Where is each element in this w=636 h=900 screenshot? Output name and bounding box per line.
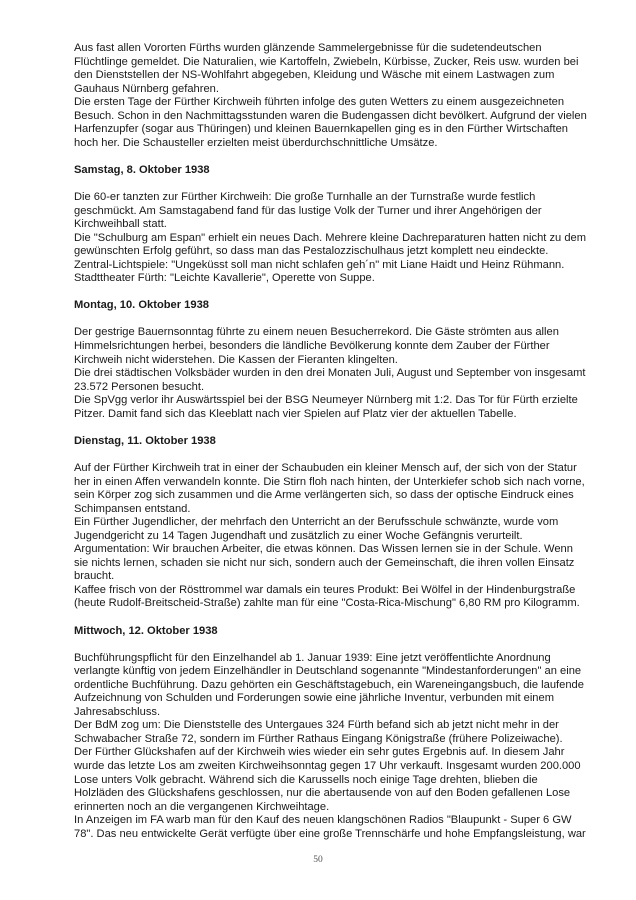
paragraph: Die "Schulburg am Espan" erhielt ein neues Dach. Mehrere kleine Dachreparaturen hatten nicht zu dem gewünschten Erfolg geführt, so dass man das Pestalozzischulhaus jetzt komplett neu eindeckte.	[74, 231, 586, 258]
paragraph: Argumentation: Wir brauchen Arbeiter, die etwas können. Das Wissen lernen sie in der Schule. Wenn sie nichts lernen, schaden sie nicht nur sich, sondern auch der Gemeinschaft, die ihren vollen Einsatz braucht.	[74, 543, 575, 583]
entry-date-heading: Samstag, 8. Oktober 1938	[74, 163, 210, 176]
paragraph: Kaffee frisch von der Rösttrommel war damals ein teures Produkt: Bei Wölfel in der Hindenburgstraße (heute Rudolf-Breitscheid-Straße) zahlte man für eine "Costa-Rica-Mischung" 6,80 RM pro Kilogramm.	[74, 583, 580, 610]
entry-body	[74, 462, 592, 611]
paragraph: Die drei städtischen Volksbäder wurden in den drei Monaten Juli, August und September von insgesamt 23.572 Personen besucht.	[74, 367, 586, 393]
spacer	[74, 286, 592, 300]
intro-section	[74, 42, 592, 150]
spacer	[74, 611, 592, 625]
paragraph: Stadttheater Fürth: "Leichte Kavallerie", Operette von Suppe.	[74, 272, 375, 285]
paragraph: In Anzeigen im FA warb man für den Kauf des neuen klangschönen Radios "Blaupunkt - Super 6 GW 78". Das neu entwickelte Gerät verfügte über eine große Trennschärfe und hohe Empfangsleistung, war	[74, 814, 586, 840]
paragraph: Die SpVgg verlor ihr Auswärtsspiel bei der BSG Neumeyer Nürnberg mit 1:2. Das Tor für Fürth erzielte Pitzer. Damit fand sich das Kleeblatt nach vier Spielen auf Platz vier der aktuellen Tabelle.	[74, 394, 578, 420]
paragraph: Der BdM zog um: Die Dienststelle des Untergaues 324 Fürth befand sich ab jetzt nicht mehr in der Schwabacher Straße 72, sondern im Fürther Rathaus Eingang Königstraße (frühere Polizeiwache).	[74, 719, 563, 745]
paragraph: Die 60-er tanzten zur Fürther Kirchweih: Die große Turnhalle an der Turnstraße wurde festlich geschmückt. Am Samstagabend fand für das lustige Volk der Turner und ihrer Angehörigen der Kirchweihball statt.	[74, 191, 542, 231]
paragraph: Aus fast allen Vororten Fürths wurden glänzende Sammelergebnisse für die sudetendeutschen Flüchtlinge gemeldet. Die Naturalien, wie Kartoffeln, Zwiebeln, Kürbisse, Zucker, Reis usw. wurden bei den Dienststellen der NS-Wohlfahrt abgegeben, Kleidung und Wäsche mit einem Lastwagen zum Gauhaus Nürnberg gefahren.	[74, 42, 579, 95]
spacer	[74, 448, 592, 462]
document-page	[74, 42, 592, 841]
paragraph: Buchführungspflicht für den Einzelhandel ab 1. Januar 1939: Eine jetzt veröffentlichte Anordnung verlangte künftig von jedem Einzelhändler in Deutschland sogenannte "Mindestanforderungen" an eine ordentliche Buchführung. Dazu gehörten ein Geschäftstagebuch, ein Wareneingangsbuch, die laufende Aufzeichnung von Schulden und Forderungen sowie eine jährliche Inventur, verbunden mit einem Jahresabschluss.	[74, 651, 584, 718]
paragraph: Auf der Fürther Kirchweih trat in einer der Schaubuden ein kleiner Mensch auf, der sich von der Statur her in einen Affen verwandeln konnte. Die Stirn floh nach hinten, der Unterkiefer schob sich nach vorne, sein Körper zog sich zusammen und die Arme verlängerten sich, so dass der optische Eindruck eines Schimpansen entstand.	[74, 461, 585, 515]
entry-date-heading: Dienstag, 11. Oktober 1938	[74, 434, 216, 447]
page-number: 50	[313, 855, 323, 865]
entry-body	[74, 326, 592, 421]
paragraph: Zentral-Lichtspiele: "Ungeküsst soll man nicht schlafen geh´n" mit Liane Haidt und Heinz Rühmann.	[74, 258, 565, 271]
entry-body	[74, 191, 592, 286]
spacer	[74, 421, 592, 435]
entry-date-heading: Mittwoch, 12. Oktober 1938	[74, 624, 218, 637]
spacer	[74, 638, 592, 652]
spacer	[74, 177, 592, 191]
paragraph: Die ersten Tage der Fürther Kirchweih führten infolge des guten Wetters zu einem ausgezeichneten Besuch. Schon in den Nachmittagsstunden waren die Budengassen dicht bevölkert. Aufgrund der vielen Harfenzupfer (sogar aus Thüringen) und kleinen Bauernkapellen ging es in den Fürther Wirtschaften hoch her. Die Schausteller erzielten meist überdurchschnittliche Umsätze.	[74, 96, 587, 149]
spacer	[74, 313, 592, 327]
paragraph: Der Fürther Glückshafen auf der Kirchweih wies wieder ein sehr gutes Ergebnis auf. In diesem Jahr wurde das letzte Los am zweiten Kirchweihsonntag gegen 17 Uhr verkauft. Insgesamt wurden 200.000 Lose unters Volk gebracht. Während sich die Karussells noch einige Tage drehten, blieben die Holzläden des Glückshafens geschlossen, nur die abertausende von auf den Boden gefallenen Lose erinnerten noch an die vergangenen Kirchweihtage.	[74, 746, 581, 813]
entry-date-heading: Montag, 10. Oktober 1938	[74, 299, 209, 312]
paragraph: Der gestrige Bauernsonntag führte zu einem neuen Besucherrekord. Die Gäste strömten aus allen Himmelsrichtungen herbei, besonders die ländliche Bevölkerung konnte dem Zauber der Fürther Kirchweih nicht widerstehen. Die Kassen der Fieranten klingelten.	[74, 326, 559, 366]
spacer	[74, 150, 592, 164]
paragraph: Ein Fürther Jugendlicher, der mehrfach den Unterricht an der Berufsschule schwänzte, wurde vom Jugendgericht zu 14 Tagen Jugendhaft und zusätzlich zu einer Woche Gefängnis verurteilt.	[74, 516, 559, 542]
entry-body	[74, 652, 592, 842]
